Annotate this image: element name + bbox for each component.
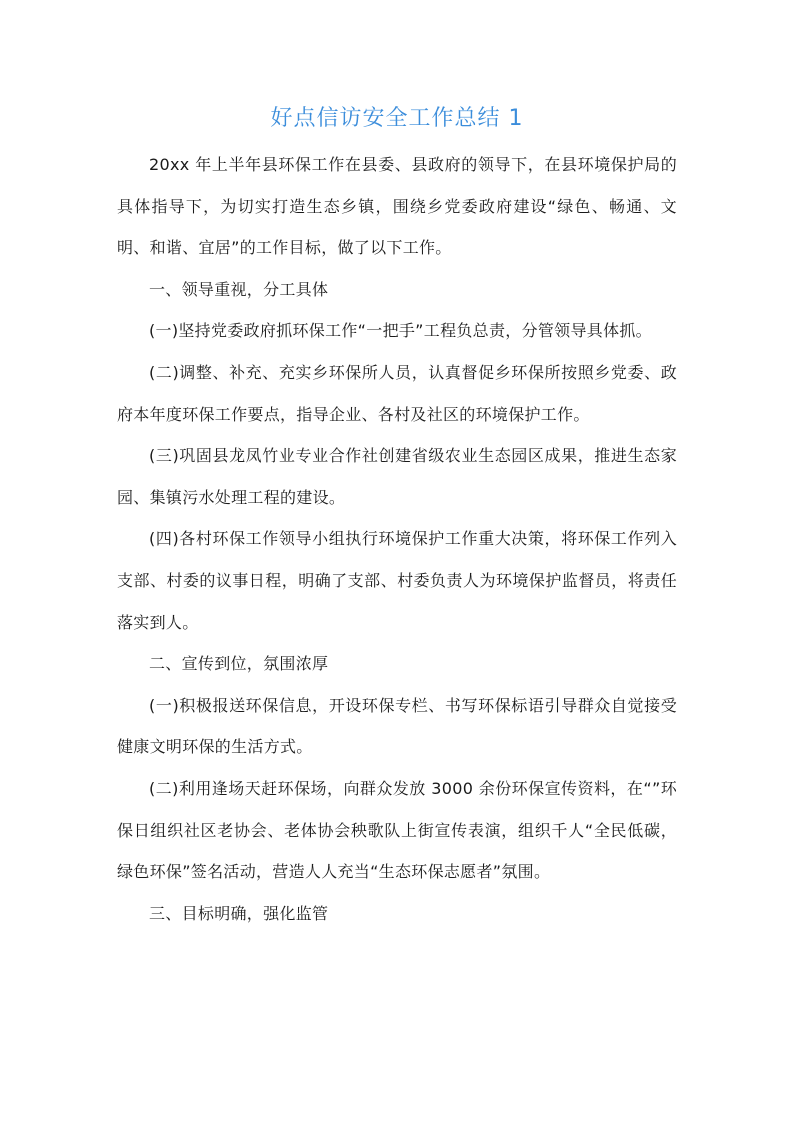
paragraph-1-2: (二)调整、补充、充实乡环保所人员，认真督促乡环保所按照乡党委、政府本年度环保工作要点，指导企业、各村及社区的环境保护工作。 xyxy=(117,362,677,424)
paragraph-2-1: (一)积极报送环保信息，开设环保专栏、书写环保标语引导群众自觉接受健康文明环保的生活方式。 xyxy=(117,695,677,757)
paragraph-intro: 20xx 年上半年县环保工作在县委、县政府的领导下，在县环境保护局的具体指导下，为切实打造生态乡镇，围绕乡党委政府建设“绿色、畅通、文明、和谐、宜居”的工作目标，做了以下工作。 xyxy=(117,155,677,258)
section-heading-1: 一、领导重视，分工具体 xyxy=(149,279,329,299)
paragraph-1-3: (三)巩固县龙凤竹业专业合作社创建省级农业生态园区成果，推进生态家园、集镇污水处理工程的建设。 xyxy=(117,446,677,507)
paragraph-2-2: (二)利用逢场天赶环保场，向群众发放 3000 余份环保宣传资料，在“”环保日组织社区老协会、老体协会秧歌队上街宣传表演，组织千人“全民低碳，绿色环保”签名活动，营造人人充当“生态环保志愿者”氛围。 xyxy=(117,778,677,882)
paragraph-1-4: (四)各村环保工作领导小组执行环境保护工作重大决策，将环保工作列入支部、村委的议事日程，明确了支部、村委负责人为环境保护监督员，将责任落实到人。 xyxy=(117,529,677,632)
section-heading-2: 二、宣传到位，氛围浓厚 xyxy=(149,654,329,674)
paragraph-1-1: (一)坚持党委政府抓环保工作“一把手”工程负总责，分管领导具体抓。 xyxy=(149,321,652,341)
document-body xyxy=(117,144,677,934)
section-heading-3: 三、目标明确，强化监管 xyxy=(149,903,329,923)
document-title: 好点信访安全工作总结 1 xyxy=(270,106,524,131)
